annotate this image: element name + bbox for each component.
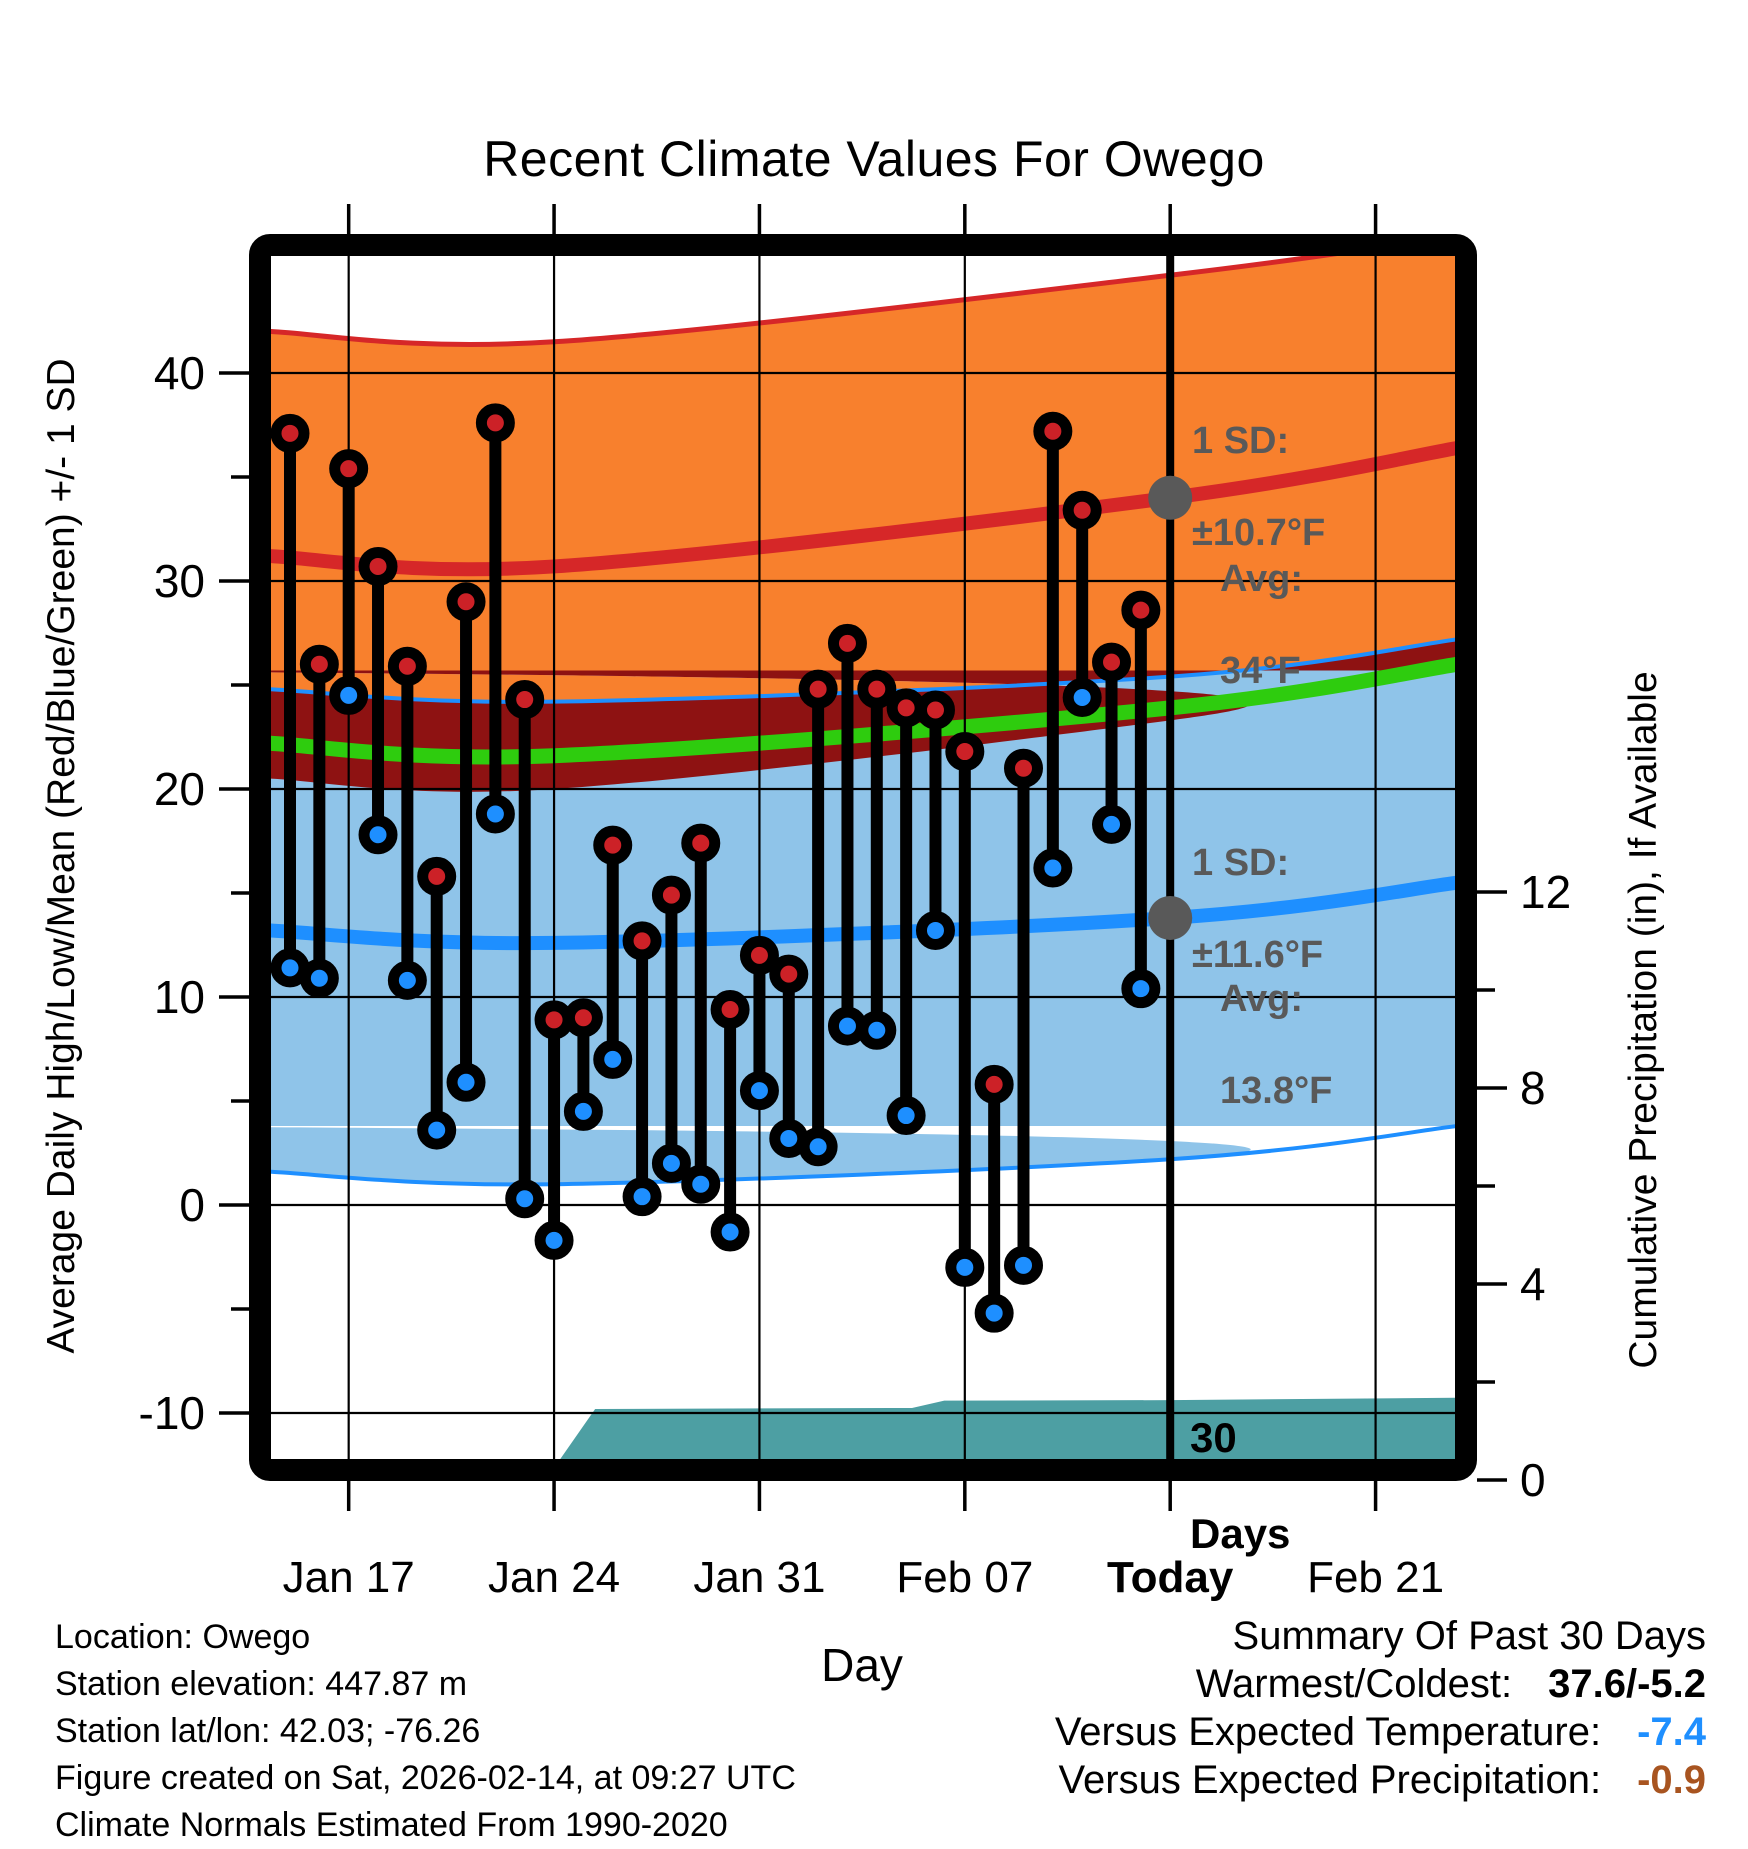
high-dot: [921, 696, 949, 724]
x-axis-label: Day: [821, 1639, 903, 1691]
date-tick-label: Jan 17: [282, 1553, 415, 1602]
low-dot: [687, 1170, 715, 1198]
summary-row-vs-temperature: [1055, 1708, 1706, 1756]
low-sd-line1: 1 SD:: [1192, 842, 1290, 884]
temp-tick-label: -10: [138, 1387, 205, 1439]
precip-tick-label: 8: [1520, 1062, 1546, 1114]
created-line: Figure created on Sat, 2026-02-14, at 09:27 UTC: [55, 1759, 796, 1797]
today-avg-low-marker: [1148, 896, 1192, 940]
low-dot: [833, 1012, 861, 1040]
high-dot: [716, 995, 744, 1023]
high-avg-annotation: [1220, 510, 1303, 740]
low-dot: [393, 966, 421, 994]
low-dot: [1039, 854, 1067, 882]
high-sd-line2: ±10.7°F: [1192, 512, 1326, 554]
high-dot: [511, 686, 539, 714]
low-dot: [423, 1116, 451, 1144]
summary-label: Versus Expected Temperature:: [1054, 1710, 1602, 1754]
window-days-line1: 30: [1190, 1414, 1237, 1461]
high-dot: [745, 941, 773, 969]
low-dot: [745, 1077, 773, 1105]
high-avg-line1: Avg:: [1220, 558, 1304, 600]
precip-tick-label: 0: [1520, 1454, 1546, 1506]
high-dot: [393, 652, 421, 680]
low-dot: [276, 954, 304, 982]
low-dot: [364, 821, 392, 849]
low-dot: [599, 1045, 627, 1073]
precip-tick-label: 12: [1520, 866, 1572, 918]
low-dot: [892, 1102, 920, 1130]
summary-label: Warmest/Coldest:: [1195, 1662, 1513, 1706]
high-dot: [833, 629, 861, 657]
date-tick-label: Today: [1107, 1553, 1234, 1602]
date-tick-label: Jan 24: [488, 1553, 621, 1602]
high-dot: [1068, 496, 1096, 524]
high-dot: [951, 738, 979, 766]
summary-label: Versus Expected Precipitation:: [1058, 1758, 1602, 1802]
left-axis-label: Average Daily High/Low/Mean (Red/Blue/Green) +/- 1 SD: [40, 358, 83, 1354]
summary-title: Summary Of Past 30 Days: [1232, 1614, 1706, 1658]
low-sd-line2: ±11.6°F: [1192, 934, 1324, 976]
high-dot: [540, 1006, 568, 1034]
high-dot: [863, 675, 891, 703]
summary-value: -0.9: [1637, 1758, 1706, 1802]
high-dot: [628, 927, 656, 955]
high-dot: [687, 829, 715, 857]
high-dot: [423, 862, 451, 890]
low-avg-annotation: [1220, 930, 1332, 1160]
high-dot: [892, 694, 920, 722]
high-dot: [569, 1004, 597, 1032]
temp-tick-label: 0: [179, 1179, 205, 1231]
high-dot: [305, 650, 333, 678]
low-dot: [775, 1124, 803, 1152]
summary-value: -7.4: [1637, 1710, 1706, 1754]
low-dot: [921, 916, 949, 944]
today-avg-high-marker: [1148, 476, 1192, 520]
high-dot: [1039, 417, 1067, 445]
low-dot: [335, 681, 363, 709]
location-line: Location: Owego: [55, 1618, 311, 1656]
low-dot: [511, 1185, 539, 1213]
low-dot: [951, 1253, 979, 1281]
low-avg-line2: 13.8°F: [1220, 1070, 1333, 1112]
low-dot: [804, 1133, 832, 1161]
summary-panel: [1055, 1612, 1706, 1804]
precip-tick-label: 4: [1520, 1258, 1546, 1310]
low-dot: [1098, 810, 1126, 838]
high-dot: [481, 409, 509, 437]
temp-tick-label: 10: [153, 971, 205, 1023]
low-dot: [628, 1183, 656, 1211]
temp-tick-label: 20: [153, 763, 205, 815]
high-dot: [335, 455, 363, 483]
right-axis-label: Cumulative Precipitation (in), If Available: [1622, 671, 1665, 1369]
latlon-line: Station lat/lon: 42.03; -76.26: [55, 1712, 481, 1750]
high-dot: [980, 1070, 1008, 1098]
summary-value: 37.6/-5.2: [1548, 1662, 1706, 1706]
low-dot: [452, 1068, 480, 1096]
low-dot: [569, 1097, 597, 1125]
high-dot: [364, 552, 392, 580]
high-avg-line2: 34°F: [1220, 650, 1301, 692]
low-dot: [657, 1149, 685, 1177]
elevation-line: Station elevation: 447.87 m: [55, 1665, 468, 1703]
low-dot: [980, 1299, 1008, 1327]
high-dot: [1127, 596, 1155, 624]
normals-line: Climate Normals Estimated From 1990-2020: [55, 1806, 728, 1844]
high-sd-line1: 1 SD:: [1192, 420, 1290, 462]
date-tick-label: Jan 31: [693, 1553, 826, 1602]
low-dot: [1068, 683, 1096, 711]
high-dot: [276, 419, 304, 447]
high-dot: [657, 881, 685, 909]
high-dot: [775, 960, 803, 988]
temp-tick-label: 40: [153, 347, 205, 399]
window-days-line2: Days: [1190, 1510, 1291, 1557]
low-dot: [863, 1016, 891, 1044]
high-dot: [599, 831, 627, 859]
high-dot: [1010, 754, 1038, 782]
low-dot: [716, 1218, 744, 1246]
low-dot: [1010, 1251, 1038, 1279]
low-dot: [1127, 975, 1155, 1003]
high-dot: [804, 675, 832, 703]
date-tick-label: Feb 21: [1307, 1553, 1445, 1602]
summary-row-vs-precipitation: [1055, 1756, 1706, 1804]
station-metadata: [55, 1614, 796, 1849]
summary-row-warmest-coldest: [1055, 1660, 1706, 1708]
low-dot: [305, 964, 333, 992]
high-dot: [452, 588, 480, 616]
low-dot: [540, 1226, 568, 1254]
high-dot: [1098, 648, 1126, 676]
low-dot: [481, 800, 509, 828]
chart-title: Recent Climate Values For Owego: [483, 131, 1265, 187]
low-avg-line1: Avg:: [1220, 978, 1304, 1020]
temp-tick-label: 30: [153, 555, 205, 607]
date-tick-label: Feb 07: [896, 1553, 1034, 1602]
window-30-days-annotation: [1190, 1366, 1290, 1606]
